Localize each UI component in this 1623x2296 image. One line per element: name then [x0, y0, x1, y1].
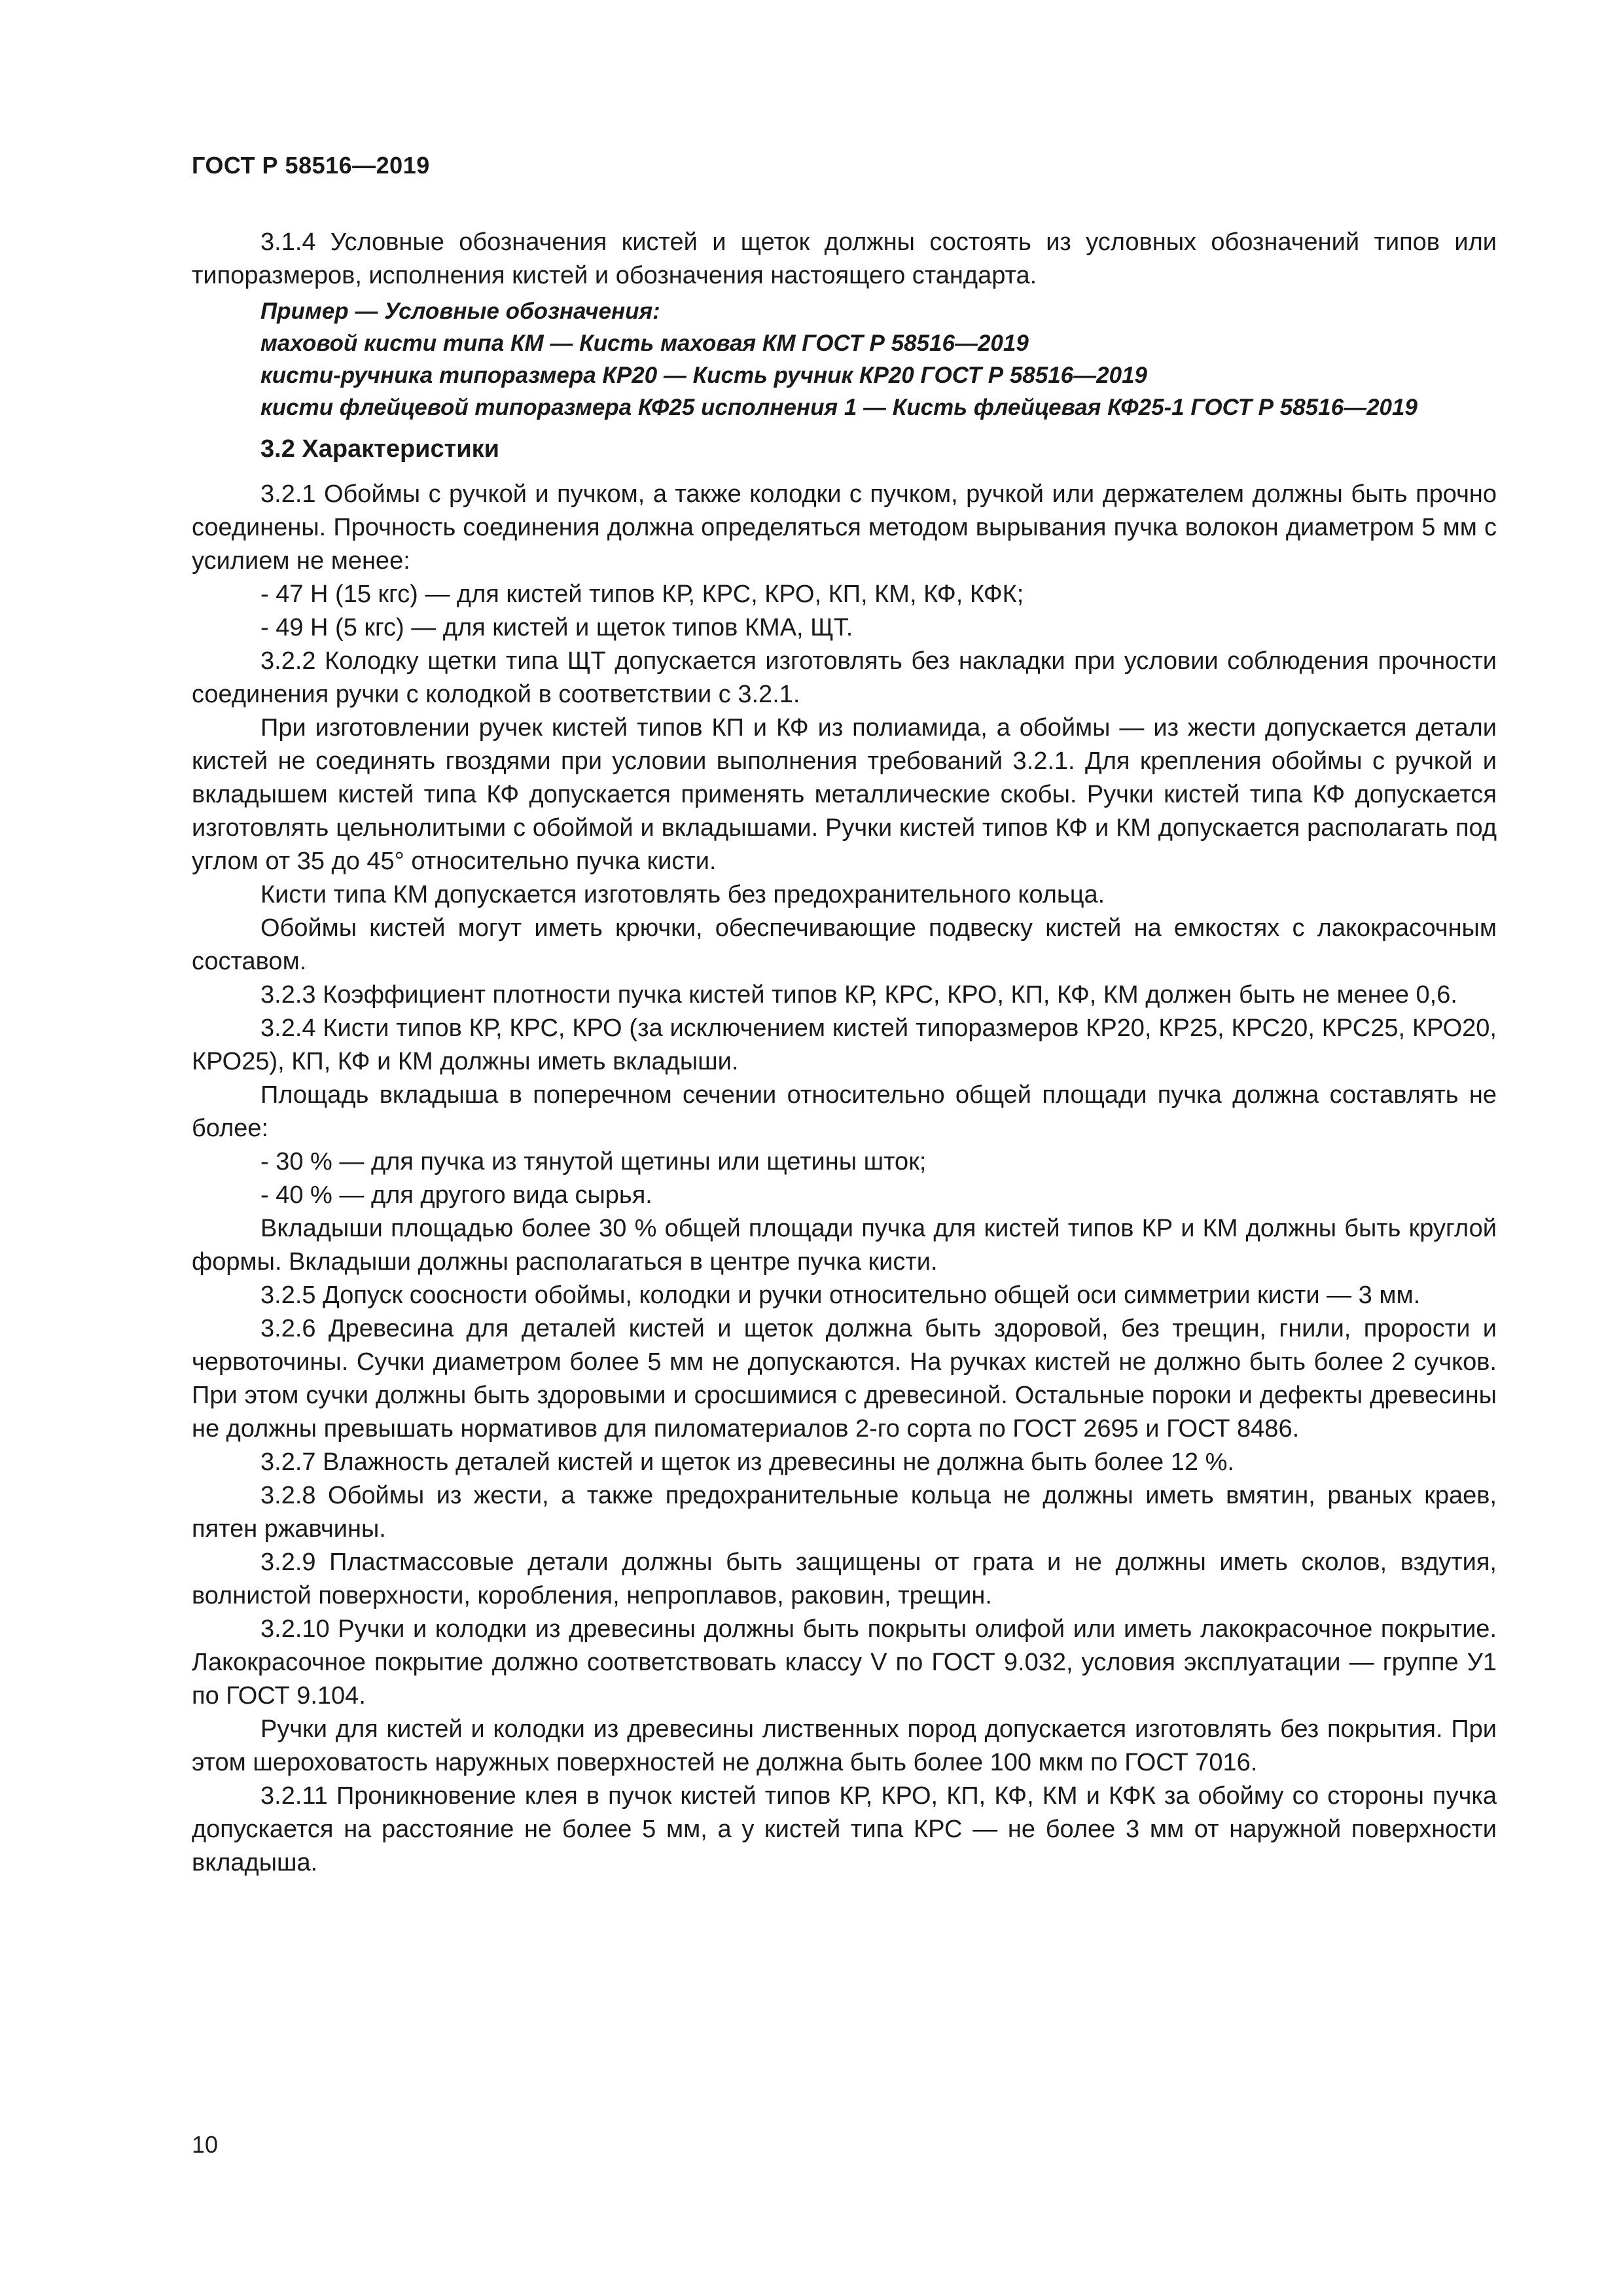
example-block — [192, 295, 1497, 423]
paragraph-3-2-5: 3.2.5 Допуск соосности обоймы, колодки и ручки относительно общей оси симметрии кисти — 3 мм. — [260, 1282, 1421, 1309]
paragraph-3-2-8: 3.2.8 Обоймы из жести, а также предохранительные кольца не должны иметь вмятин, рваных краев, пятен ржавчины. — [192, 1482, 1497, 1543]
list-item: - 49 Н (5 кгс) — для кистей и щеток типов КМА, ЩТ. — [260, 614, 853, 641]
list-item: - 47 Н (15 кгс) — для кистей типов КР, КРС, КРО, КП, КМ, КФ, КФК; — [260, 581, 1024, 608]
paragraph-3-2-10: 3.2.10 Ручки и колодки из древесины должны быть покрыты олифой или иметь лакокрасочное покрытие. Лакокрасочное покрытие должно соответствовать классу V по ГОСТ 9.032, условия эксплуатации — группе У1 по ГОСТ 9.104. — [192, 1615, 1497, 1710]
example-line: кисти флейцевой типоразмера КФ25 исполнения 1 — Кисть флейцевая КФ25-1 ГОСТ Р 58516—2019 — [260, 395, 1418, 420]
document-header: ГОСТ Р 58516—2019 — [192, 152, 430, 179]
paragraph-3-2-7: 3.2.7 Влажность деталей кистей и щеток из древесины не должна быть более 12 %. — [260, 1448, 1234, 1476]
paragraph-3-2-9: 3.2.9 Пластмассовые детали должны быть защищены от грата и не должны иметь сколов, вздутия, волнистой поверхности, коробления, непроплавов, раковин, трещин. — [192, 1549, 1497, 1609]
example-line: маховой кисти типа КМ — Кисть маховая КМ ГОСТ Р 58516—2019 — [260, 331, 1029, 356]
paragraph: Обоймы кистей могут иметь крючки, обеспечивающие подвеску кистей на емкостях с лакокрасочным составом. — [192, 914, 1497, 975]
paragraph: Вкладыши площадью более 30 % общей площади пучка для кистей типов КР и КМ должны быть круглой формы. Вкладыши должны располагаться в центре пучка кисти. — [192, 1215, 1497, 1276]
page-number: 10 — [192, 2131, 219, 2158]
document-body — [192, 226, 1497, 1880]
paragraph-3-1-4: 3.1.4 Условные обозначения кистей и щеток должны состоять из условных обозначений типов или типоразмеров, исполнения кистей и обозначения настоящего стандарта. — [192, 228, 1497, 289]
list-item: - 40 % — для другого вида сырья. — [260, 1181, 652, 1209]
paragraph-3-2-3: 3.2.3 Коэффициент плотности пучка кистей типов КР, КРС, КРО, КП, КФ, КМ должен быть не менее 0,6. — [260, 981, 1457, 1009]
paragraph: Площадь вкладыша в поперечном сечении относительно общей площади пучка должна составлять не более: — [192, 1081, 1497, 1142]
example-title: Пример — Условные обозначения: — [260, 298, 660, 324]
paragraph-3-2-4: 3.2.4 Кисти типов КР, КРС, КРО (за исключением кистей типоразмеров КР20, КР25, КРС20, КРС25, КРО20, КРО25), КП, КФ и КМ должны иметь вкладыши. — [192, 1014, 1497, 1075]
paragraph-3-2-2: 3.2.2 Колодку щетки типа ЩТ допускается изготовлять без накладки при условии соблюдения прочности соединения ручки с колодкой в соответствии с 3.2.1. — [192, 647, 1497, 708]
paragraph: Ручки для кистей и колодки из древесины лиственных пород допускается изготовлять без покрытия. При этом шероховатость наружных поверхностей не должна быть более 100 мкм по ГОСТ 7016. — [192, 1715, 1497, 1776]
paragraph-3-2-1: 3.2.1 Обоймы с ручкой и пучком, а также колодки с пучком, ручкой или держателем должны быть прочно соединены. Прочность соединения должна определяться методом вырывания пучка волокон диаметром 5 мм с усилием не менее: — [192, 480, 1497, 575]
example-line: кисти-ручника типоразмера КР20 — Кисть ручник КР20 ГОСТ Р 58516—2019 — [260, 363, 1148, 388]
paragraph: Кисти типа КМ допускается изготовлять без предохранительного кольца. — [260, 881, 1105, 908]
paragraph-3-2-6: 3.2.6 Древесина для деталей кистей и щеток должна быть здоровой, без трещин, гнили, прорости и червоточины. Сучки диаметром более 5 мм не допускаются. На ручках кистей не должно быть более 2 сучков. При этом сучки должны быть здоровыми и сросшимися с древесиной. Остальные пороки и дефекты древесины не должны превышать нормативов для пиломатериалов 2-го сорта по ГОСТ 2695 и ГОСТ 8486. — [192, 1315, 1497, 1443]
section-heading-3-2: 3.2 Характеристики — [260, 435, 500, 463]
list-item: - 30 % — для пучка из тянутой щетины или щетины шток; — [260, 1148, 927, 1175]
paragraph-3-2-11: 3.2.11 Проникновение клея в пучок кистей типов КР, КРО, КП, КФ, КМ и КФК за обойму со стороны пучка допускается на расстояние не более 5 мм, а у кистей типа КРС — не более 3 мм от наружной поверхности вкладыша. — [192, 1782, 1497, 1876]
paragraph: При изготовлении ручек кистей типов КП и КФ из полиамида, а обоймы — из жести допускается детали кистей не соединять гвоздями при условии выполнения требований 3.2.1. Для крепления обоймы с ручкой и вкладышем кистей типа КФ допускается применять металлические скобы. Ручки кистей типа КФ допускается изготовлять цельнолитыми с обоймой и вкладышами. Ручки кистей типов КФ и КМ допускается располагать под углом от 35 до 45° относительно пучка кисти. — [192, 714, 1497, 875]
